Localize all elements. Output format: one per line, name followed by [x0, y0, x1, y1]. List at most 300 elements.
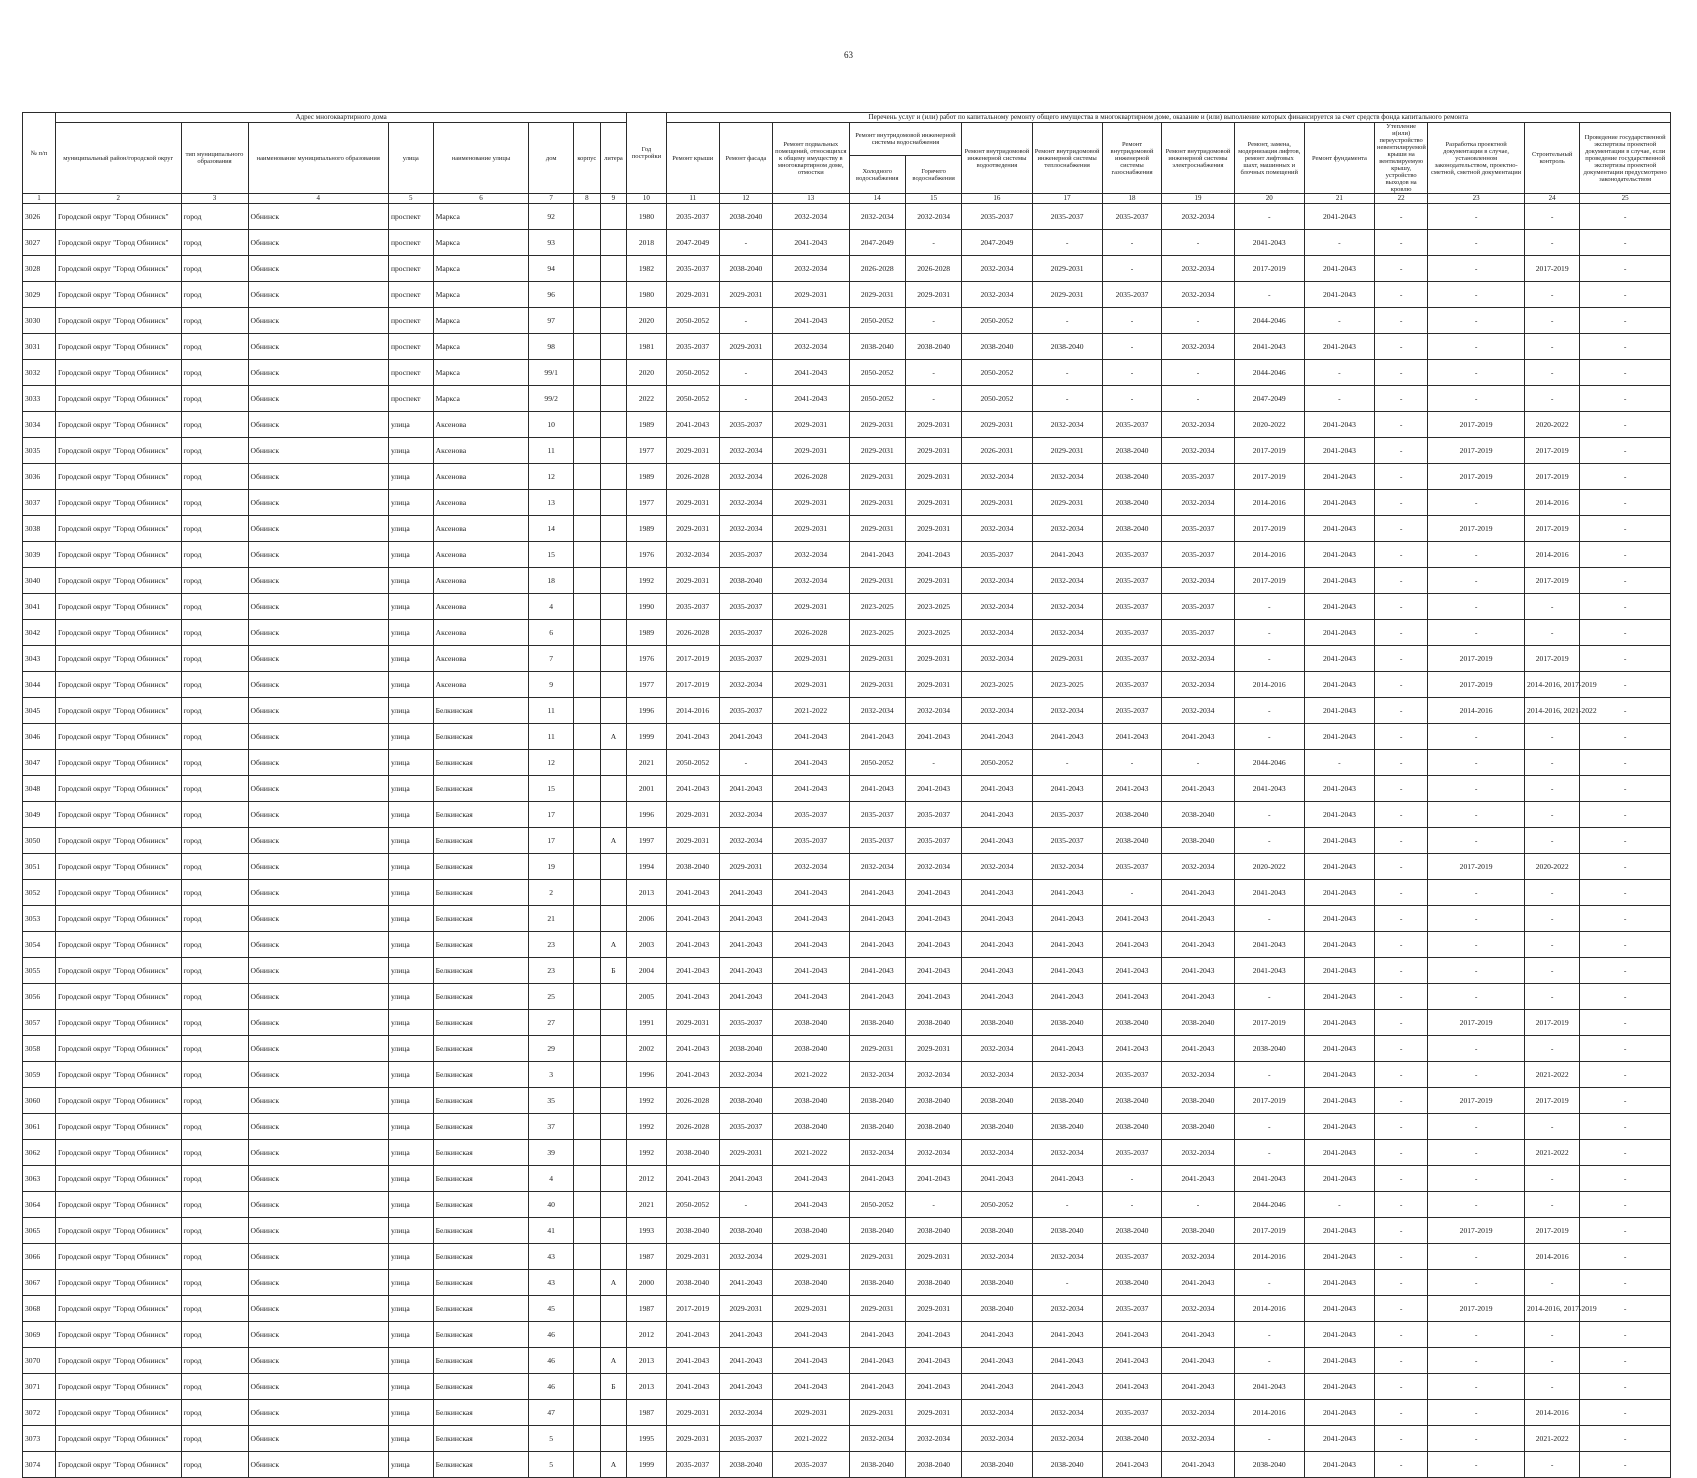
table-cell: Обнинск: [248, 360, 388, 386]
table-cell: -: [1234, 906, 1304, 932]
table-cell: 1995: [627, 1426, 666, 1452]
table-cell: 3039: [23, 542, 56, 568]
table-cell: 2041-2043: [1234, 932, 1304, 958]
table-cell: улица: [388, 1270, 433, 1296]
table-cell: Белкинская: [433, 1140, 529, 1166]
table-cell: город: [181, 724, 248, 750]
table-cell: -: [1375, 1452, 1428, 1478]
table-cell: 2041-2043: [1304, 1374, 1374, 1400]
table-cell: 2041-2043: [666, 724, 719, 750]
table-cell: 2029-2031: [849, 282, 905, 308]
table-cell: город: [181, 230, 248, 256]
table-row: [23, 750, 1671, 776]
table-cell: 2041-2043: [1304, 1244, 1374, 1270]
table-cell: 2029-2031: [719, 334, 772, 360]
table-cell: 2038-2040: [849, 1270, 905, 1296]
table-cell: 2038-2040: [849, 1114, 905, 1140]
table-cell: 2029-2031: [905, 282, 961, 308]
table-cell: 2026-2028: [666, 620, 719, 646]
table-cell: 2041-2043: [772, 984, 849, 1010]
table-cell: [574, 906, 601, 932]
table-cell: 2032-2034: [1162, 646, 1234, 672]
table-cell: 3060: [23, 1088, 56, 1114]
table-cell: 2038-2040: [1102, 828, 1162, 854]
table-cell: 2035-2037: [666, 334, 719, 360]
table-cell: Городской округ "Город Обнинск": [55, 620, 181, 646]
table-cell: 3032: [23, 360, 56, 386]
table-cell: А: [600, 828, 627, 854]
table-cell: Белкинская: [433, 1322, 529, 1348]
column-number: 9: [600, 194, 627, 204]
table-cell: [574, 932, 601, 958]
table-cell: -: [1375, 412, 1428, 438]
table-cell: улица: [388, 1114, 433, 1140]
table-cell: Городской округ "Город Обнинск": [55, 1062, 181, 1088]
table-cell: 2029-2031: [1032, 490, 1102, 516]
table-cell: 2032-2034: [1032, 568, 1102, 594]
table-cell: 11: [529, 698, 574, 724]
table-cell: Маркса: [433, 204, 529, 230]
table-cell: 2038-2040: [962, 1218, 1032, 1244]
table-cell: 2035-2037: [1032, 204, 1102, 230]
table-row: [23, 412, 1671, 438]
table-cell: 2020-2022: [1234, 854, 1304, 880]
table-cell: Обнинск: [248, 568, 388, 594]
table-cell: 2038-2040: [849, 1088, 905, 1114]
table-cell: 2041-2043: [1304, 854, 1374, 880]
table-cell: -: [719, 386, 772, 412]
table-cell: 2032-2034: [719, 516, 772, 542]
table-cell: 2017-2019: [1525, 256, 1580, 282]
table-cell: -: [1525, 1166, 1580, 1192]
table-cell: 2041-2043: [849, 542, 905, 568]
table-cell: 2035-2037: [1102, 646, 1162, 672]
table-cell: -: [1162, 360, 1234, 386]
table-row: [23, 1270, 1671, 1296]
table-cell: -: [1162, 1192, 1234, 1218]
table-cell: [600, 1166, 627, 1192]
table-cell: 2038-2040: [1162, 828, 1234, 854]
table-cell: 2014-2016: [1234, 672, 1304, 698]
table-cell: 2013: [627, 1374, 666, 1400]
table-cell: 2035-2037: [905, 802, 961, 828]
table-cell: Обнинск: [248, 1010, 388, 1036]
table-cell: Городской округ "Город Обнинск": [55, 1452, 181, 1478]
table-cell: 2032-2034: [905, 698, 961, 724]
table-row: [23, 438, 1671, 464]
table-cell: [574, 594, 601, 620]
table-cell: -: [1428, 620, 1525, 646]
table-cell: 2026-2028: [666, 1114, 719, 1140]
table-cell: 2032-2034: [962, 1426, 1032, 1452]
table-cell: [600, 360, 627, 386]
table-cell: 2041-2043: [1304, 542, 1374, 568]
table-cell: -: [1234, 724, 1304, 750]
table-cell: -: [1375, 620, 1428, 646]
table-cell: 2038-2040: [849, 334, 905, 360]
table-cell: Обнинск: [248, 204, 388, 230]
table-cell: 2032-2034: [849, 698, 905, 724]
table-cell: 2013: [627, 1348, 666, 1374]
table-cell: 2029-2031: [719, 282, 772, 308]
table-cell: 3062: [23, 1140, 56, 1166]
table-cell: [600, 256, 627, 282]
table-cell: 2038-2040: [1102, 1426, 1162, 1452]
table-cell: -: [1375, 1400, 1428, 1426]
table-cell: 18: [529, 568, 574, 594]
table-cell: 2020-2022: [1525, 412, 1580, 438]
table-cell: 2006: [627, 906, 666, 932]
table-cell: 2035-2037: [772, 802, 849, 828]
table-cell: Городской округ "Город Обнинск": [55, 828, 181, 854]
table-cell: 2038-2040: [772, 1270, 849, 1296]
table-cell: 3031: [23, 334, 56, 360]
table-cell: 2041-2043: [962, 1322, 1032, 1348]
table-cell: -: [719, 360, 772, 386]
table-cell: 3038: [23, 516, 56, 542]
table-cell: -: [1032, 308, 1102, 334]
table-cell: -: [1525, 724, 1580, 750]
col-header-num: № п/п: [23, 113, 56, 194]
table-cell: 3048: [23, 776, 56, 802]
table-cell: -: [905, 386, 961, 412]
table-cell: 2041-2043: [905, 1166, 961, 1192]
table-cell: -: [1525, 360, 1580, 386]
table-cell: 2032-2034: [1162, 412, 1234, 438]
table-row: [23, 1374, 1671, 1400]
table-cell: 2041-2043: [1304, 1452, 1374, 1478]
table-cell: -: [1234, 204, 1304, 230]
table-cell: -: [1304, 230, 1374, 256]
table-cell: -: [1525, 1374, 1580, 1400]
table-cell: 2029-2031: [905, 438, 961, 464]
table-cell: улица: [388, 724, 433, 750]
table-cell: 2038-2040: [905, 1010, 961, 1036]
table-cell: улица: [388, 1088, 433, 1114]
table-cell: 2017-2019: [1234, 438, 1304, 464]
table-cell: -: [1428, 828, 1525, 854]
table-cell: [600, 854, 627, 880]
table-cell: 2017-2019: [1234, 1218, 1304, 1244]
table-cell: -: [1428, 984, 1525, 1010]
table-cell: 2035-2037: [1102, 542, 1162, 568]
table-cell: Маркса: [433, 386, 529, 412]
table-cell: город: [181, 1192, 248, 1218]
table-cell: город: [181, 1296, 248, 1322]
table-cell: 2035-2037: [1162, 594, 1234, 620]
table-cell: Белкинская: [433, 1452, 529, 1478]
table-cell: Маркса: [433, 256, 529, 282]
table-cell: 1976: [627, 646, 666, 672]
table-row: [23, 802, 1671, 828]
table-cell: 47: [529, 1400, 574, 1426]
table-cell: -: [1580, 1400, 1671, 1426]
table-cell: [600, 568, 627, 594]
col-header-cold-water: Холодного водоснабжения: [849, 156, 905, 194]
table-cell: 2038-2040: [962, 334, 1032, 360]
table-cell: 2032-2034: [1162, 1140, 1234, 1166]
table-cell: 2035-2037: [1032, 828, 1102, 854]
table-cell: [600, 776, 627, 802]
table-cell: 2050-2052: [849, 750, 905, 776]
table-cell: 2014-2016: [1525, 1244, 1580, 1270]
table-cell: 2035-2037: [1162, 516, 1234, 542]
column-number: 12: [719, 194, 772, 204]
table-cell: Белкинская: [433, 906, 529, 932]
table-cell: 2041-2043: [1102, 932, 1162, 958]
table-cell: 2029-2031: [905, 646, 961, 672]
table-cell: город: [181, 204, 248, 230]
table-cell: 2035-2037: [719, 594, 772, 620]
table-cell: [574, 1348, 601, 1374]
table-cell: -: [1234, 1140, 1304, 1166]
table-cell: Маркса: [433, 282, 529, 308]
table-cell: улица: [388, 1062, 433, 1088]
table-cell: город: [181, 1036, 248, 1062]
table-cell: 2044-2046: [1234, 1192, 1304, 1218]
table-cell: -: [1102, 880, 1162, 906]
table-cell: -: [1580, 464, 1671, 490]
table-cell: Городской округ "Город Обнинск": [55, 204, 181, 230]
table-cell: 2041-2043: [1304, 1426, 1374, 1452]
table-cell: 2023-2025: [849, 594, 905, 620]
table-cell: Белкинская: [433, 1114, 529, 1140]
table-cell: 2029-2031: [849, 464, 905, 490]
table-cell: город: [181, 1452, 248, 1478]
table-cell: 92: [529, 204, 574, 230]
table-cell: Обнинск: [248, 1192, 388, 1218]
table-cell: 2041-2043: [1304, 204, 1374, 230]
table-cell: 2017-2019: [1428, 516, 1525, 542]
table-cell: 2017-2019: [1234, 464, 1304, 490]
table-row: [23, 490, 1671, 516]
table-cell: 2047-2049: [849, 230, 905, 256]
table-cell: 3043: [23, 646, 56, 672]
table-cell: 2041-2043: [1032, 932, 1102, 958]
table-cell: Аксенова: [433, 672, 529, 698]
table-cell: [600, 308, 627, 334]
table-cell: 2041-2043: [772, 880, 849, 906]
table-cell: 2041-2043: [719, 984, 772, 1010]
table-cell: 40: [529, 1192, 574, 1218]
table-cell: город: [181, 1348, 248, 1374]
table-cell: 2041-2043: [849, 1374, 905, 1400]
table-cell: 2041-2043: [719, 724, 772, 750]
table-cell: Обнинск: [248, 724, 388, 750]
table-row: [23, 1192, 1671, 1218]
table-cell: 2041-2043: [666, 776, 719, 802]
table-cell: 2038-2040: [849, 1452, 905, 1478]
table-cell: 2035-2037: [719, 646, 772, 672]
table-cell: 2017-2019: [1234, 1010, 1304, 1036]
table-cell: Обнинск: [248, 1166, 388, 1192]
table-cell: -: [1375, 490, 1428, 516]
table-cell: -: [1375, 958, 1428, 984]
table-cell: -: [1580, 1296, 1671, 1322]
table-cell: 2029-2031: [905, 412, 961, 438]
table-cell: Городской округ "Город Обнинск": [55, 360, 181, 386]
table-cell: 2032-2034: [1032, 1426, 1102, 1452]
table-cell: 2038-2040: [1102, 1218, 1162, 1244]
table-cell: 2041-2043: [666, 906, 719, 932]
table-cell: Обнинск: [248, 1036, 388, 1062]
table-cell: 2029-2031: [666, 516, 719, 542]
table-cell: 2032-2034: [719, 802, 772, 828]
table-cell: 2032-2034: [962, 1062, 1032, 1088]
table-cell: [574, 1192, 601, 1218]
table-cell: [574, 360, 601, 386]
table-cell: [600, 334, 627, 360]
group-header-address: Адрес многоквартирного дома: [55, 113, 626, 123]
col-header-roof: Ремонт крыши: [666, 123, 719, 194]
table-cell: [574, 1452, 601, 1478]
table-cell: Белкинская: [433, 802, 529, 828]
table-cell: 3028: [23, 256, 56, 282]
table-cell: -: [1580, 1036, 1671, 1062]
table-cell: [600, 1140, 627, 1166]
table-cell: [574, 438, 601, 464]
table-cell: [600, 1010, 627, 1036]
table-cell: 2026-2028: [772, 464, 849, 490]
table-cell: 2041-2043: [1304, 1322, 1374, 1348]
col-header-roof-insulation: Утепление и(или) переустройство невентилируемой крыши на вентилируемую крышу, устройство выходов на кровлю: [1375, 123, 1428, 194]
table-cell: 2050-2052: [962, 360, 1032, 386]
table-cell: -: [1580, 724, 1671, 750]
table-cell: 2032-2034: [1162, 568, 1234, 594]
table-cell: 39: [529, 1140, 574, 1166]
table-cell: 2035-2037: [1102, 1296, 1162, 1322]
table-cell: 27: [529, 1010, 574, 1036]
table-cell: [600, 412, 627, 438]
table-cell: 2029-2031: [905, 568, 961, 594]
table-cell: 2038-2040: [1102, 802, 1162, 828]
table-cell: -: [1580, 646, 1671, 672]
table-cell: 2032-2034: [1032, 1244, 1102, 1270]
table-cell: 2041-2043: [1304, 880, 1374, 906]
table-cell: 2021-2022: [1525, 1062, 1580, 1088]
table-cell: -: [1580, 1322, 1671, 1348]
table-cell: 1977: [627, 438, 666, 464]
table-cell: [600, 906, 627, 932]
table-cell: Обнинск: [248, 698, 388, 724]
table-cell: 2032-2034: [719, 464, 772, 490]
table-cell: 2041-2043: [849, 932, 905, 958]
table-cell: -: [1234, 984, 1304, 1010]
table-cell: Аксенова: [433, 620, 529, 646]
table-cell: -: [1428, 1062, 1525, 1088]
table-row: [23, 1426, 1671, 1452]
table-cell: [574, 386, 601, 412]
table-cell: Белкинская: [433, 698, 529, 724]
table-cell: 2041-2043: [962, 1166, 1032, 1192]
table-cell: -: [1375, 1296, 1428, 1322]
table-cell: А: [600, 724, 627, 750]
table-cell: 3066: [23, 1244, 56, 1270]
table-cell: -: [1304, 386, 1374, 412]
table-cell: -: [1428, 594, 1525, 620]
table-cell: 2035-2037: [1102, 698, 1162, 724]
table-cell: -: [1580, 360, 1671, 386]
table-cell: -: [1525, 1036, 1580, 1062]
table-cell: -: [1428, 1400, 1525, 1426]
table-cell: Обнинск: [248, 1140, 388, 1166]
column-number: 6: [433, 194, 529, 204]
table-cell: Городской округ "Город Обнинск": [55, 672, 181, 698]
table-cell: Городской округ "Город Обнинск": [55, 1244, 181, 1270]
table-cell: -: [1525, 204, 1580, 230]
table-cell: 2041-2043: [905, 984, 961, 1010]
table-cell: 3073: [23, 1426, 56, 1452]
table-cell: 2041-2043: [719, 1166, 772, 1192]
table-cell: 2032-2034: [772, 568, 849, 594]
table-cell: 2038-2040: [1032, 1010, 1102, 1036]
table-cell: 2041-2043: [1162, 1036, 1234, 1062]
table-cell: 2029-2031: [905, 1244, 961, 1270]
table-cell: город: [181, 490, 248, 516]
table-cell: 2038-2040: [1102, 1088, 1162, 1114]
table-cell: 2041-2043: [772, 932, 849, 958]
table-cell: 2038-2040: [905, 1452, 961, 1478]
table-cell: 2041-2043: [1102, 1348, 1162, 1374]
table-cell: [574, 568, 601, 594]
table-cell: -: [1375, 1426, 1428, 1452]
table-cell: 2029-2031: [905, 1400, 961, 1426]
col-header-construction-control: Строительный контроль: [1525, 123, 1580, 194]
table-cell: -: [1375, 646, 1428, 672]
table-cell: 2041-2043: [1304, 568, 1374, 594]
table-cell: 2041-2043: [905, 1348, 961, 1374]
table-cell: 2041-2043: [1304, 1088, 1374, 1114]
table-row: [23, 1088, 1671, 1114]
table-cell: -: [1102, 256, 1162, 282]
table-cell: Городской округ "Город Обнинск": [55, 568, 181, 594]
table-cell: 3068: [23, 1296, 56, 1322]
table-cell: 2041-2043: [1162, 724, 1234, 750]
table-cell: -: [1032, 360, 1102, 386]
table-cell: 2029-2031: [905, 672, 961, 698]
table-cell: Обнинск: [248, 984, 388, 1010]
table-cell: Белкинская: [433, 1426, 529, 1452]
column-number: 5: [388, 194, 433, 204]
table-cell: 2: [529, 880, 574, 906]
table-row: [23, 932, 1671, 958]
table-cell: -: [1375, 464, 1428, 490]
table-cell: 2041-2043: [666, 958, 719, 984]
table-cell: 3049: [23, 802, 56, 828]
table-row: [23, 334, 1671, 360]
table-cell: -: [1375, 1062, 1428, 1088]
table-cell: 2044-2046: [1234, 360, 1304, 386]
table-cell: -: [1375, 308, 1428, 334]
table-cell: Городской округ "Город Обнинск": [55, 984, 181, 1010]
table-cell: 4: [529, 1166, 574, 1192]
table-cell: Городской округ "Город Обнинск": [55, 724, 181, 750]
table-cell: Белкинская: [433, 776, 529, 802]
table-cell: проспект: [388, 334, 433, 360]
table-cell: 2032-2034: [1032, 854, 1102, 880]
table-cell: 2029-2031: [772, 490, 849, 516]
table-cell: Белкинская: [433, 880, 529, 906]
table-cell: 3054: [23, 932, 56, 958]
table-cell: Обнинск: [248, 1322, 388, 1348]
table-cell: 2038-2040: [1102, 516, 1162, 542]
table-cell: 2017-2019: [666, 672, 719, 698]
table-cell: 2041-2043: [1102, 958, 1162, 984]
table-cell: -: [1162, 308, 1234, 334]
table-cell: Городской округ "Город Обнинск": [55, 386, 181, 412]
table-cell: Городской округ "Город Обнинск": [55, 1400, 181, 1426]
table-cell: 2038-2040: [772, 1036, 849, 1062]
